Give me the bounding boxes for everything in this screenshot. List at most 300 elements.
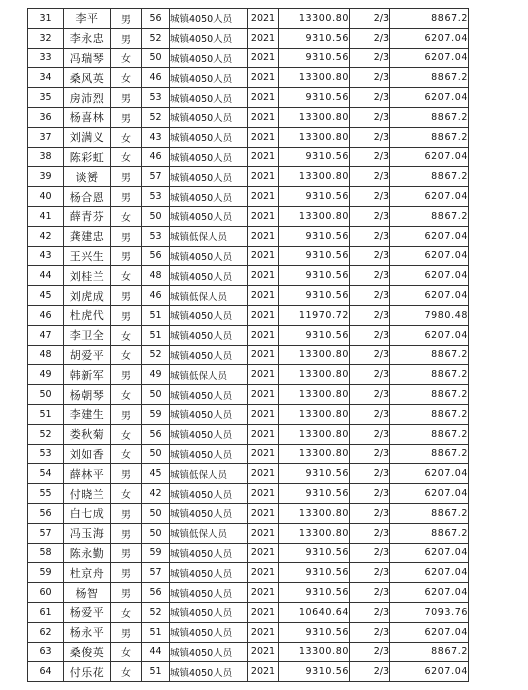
base-amount-cell: 9310.56 [279, 484, 350, 504]
base-amount-cell: 9310.56 [279, 286, 350, 306]
base-amount-cell: 9310.56 [279, 583, 350, 603]
age-cell: 57 [142, 167, 170, 187]
serial-number-cell: 39 [28, 167, 64, 187]
serial-number-cell: 51 [28, 404, 64, 424]
name-cell: 薛林平 [64, 464, 111, 484]
table-row [28, 226, 469, 246]
age-cell: 50 [142, 385, 170, 405]
base-amount-cell: 13300.80 [279, 424, 350, 444]
ratio-cell: 2/3 [350, 305, 390, 325]
gender-cell: 男 [111, 88, 142, 108]
serial-number-cell: 31 [28, 9, 64, 29]
name-cell: 刘虎成 [64, 286, 111, 306]
table-row [28, 622, 469, 642]
age-cell: 59 [142, 404, 170, 424]
base-amount-cell: 13300.80 [279, 127, 350, 147]
serial-number-cell: 61 [28, 602, 64, 622]
year-cell: 2021 [248, 385, 279, 405]
gender-cell: 男 [111, 167, 142, 187]
year-cell: 2021 [248, 167, 279, 187]
subsidy-amount-cell: 6207.04 [390, 246, 469, 266]
personnel-type-cell: 城镇4050人员 [170, 662, 248, 682]
personnel-type-cell: 城镇4050人员 [170, 48, 248, 68]
base-amount-cell: 9310.56 [279, 88, 350, 108]
serial-number-cell: 63 [28, 642, 64, 662]
gender-cell: 女 [111, 424, 142, 444]
age-cell: 42 [142, 484, 170, 504]
base-amount-cell: 9310.56 [279, 622, 350, 642]
age-cell: 51 [142, 622, 170, 642]
age-cell: 48 [142, 266, 170, 286]
gender-cell: 男 [111, 503, 142, 523]
base-amount-cell: 13300.80 [279, 365, 350, 385]
name-cell: 付晓兰 [64, 484, 111, 504]
serial-number-cell: 56 [28, 503, 64, 523]
ratio-cell: 2/3 [350, 266, 390, 286]
name-cell: 杨智 [64, 583, 111, 603]
table-row [28, 662, 469, 682]
serial-number-cell: 53 [28, 444, 64, 464]
age-cell: 52 [142, 602, 170, 622]
ratio-cell: 2/3 [350, 622, 390, 642]
gender-cell: 女 [111, 266, 142, 286]
serial-number-cell: 32 [28, 28, 64, 48]
year-cell: 2021 [248, 325, 279, 345]
year-cell: 2021 [248, 305, 279, 325]
serial-number-cell: 55 [28, 484, 64, 504]
serial-number-cell: 57 [28, 523, 64, 543]
personnel-type-cell: 城镇4050人员 [170, 642, 248, 662]
subsidy-amount-cell: 8867.2 [390, 127, 469, 147]
subsidy-amount-cell: 8867.2 [390, 167, 469, 187]
table-row [28, 464, 469, 484]
year-cell: 2021 [248, 206, 279, 226]
serial-number-cell: 49 [28, 365, 64, 385]
subsidy-amount-cell: 8867.2 [390, 503, 469, 523]
ratio-cell: 2/3 [350, 325, 390, 345]
subsidy-amount-cell: 8867.2 [390, 9, 469, 29]
ratio-cell: 2/3 [350, 503, 390, 523]
ratio-cell: 2/3 [350, 226, 390, 246]
age-cell: 46 [142, 68, 170, 88]
base-amount-cell: 9310.56 [279, 266, 350, 286]
base-amount-cell: 9310.56 [279, 187, 350, 207]
age-cell: 52 [142, 345, 170, 365]
table-row [28, 563, 469, 583]
age-cell: 52 [142, 28, 170, 48]
name-cell: 李永忠 [64, 28, 111, 48]
name-cell: 刘满义 [64, 127, 111, 147]
age-cell: 52 [142, 107, 170, 127]
year-cell: 2021 [248, 345, 279, 365]
name-cell: 王兴生 [64, 246, 111, 266]
serial-number-cell: 50 [28, 385, 64, 405]
year-cell: 2021 [248, 246, 279, 266]
ratio-cell: 2/3 [350, 68, 390, 88]
base-amount-cell: 13300.80 [279, 404, 350, 424]
serial-number-cell: 41 [28, 206, 64, 226]
base-amount-cell: 13300.80 [279, 444, 350, 464]
age-cell: 50 [142, 206, 170, 226]
subsidy-amount-cell: 6207.04 [390, 48, 469, 68]
base-amount-cell: 9310.56 [279, 325, 350, 345]
subsidy-amount-cell: 8867.2 [390, 206, 469, 226]
personnel-type-cell: 城镇4050人员 [170, 543, 248, 563]
subsidy-amount-cell: 6207.04 [390, 226, 469, 246]
ratio-cell: 2/3 [350, 167, 390, 187]
base-amount-cell: 13300.80 [279, 107, 350, 127]
personnel-type-cell: 城镇4050人员 [170, 147, 248, 167]
base-amount-cell: 13300.80 [279, 206, 350, 226]
base-amount-cell: 9310.56 [279, 48, 350, 68]
age-cell: 53 [142, 88, 170, 108]
table-row [28, 286, 469, 306]
name-cell: 杨朝琴 [64, 385, 111, 405]
name-cell: 陈永勤 [64, 543, 111, 563]
ratio-cell: 2/3 [350, 543, 390, 563]
gender-cell: 男 [111, 107, 142, 127]
name-cell: 杜虎代 [64, 305, 111, 325]
gender-cell: 女 [111, 484, 142, 504]
name-cell: 李卫全 [64, 325, 111, 345]
table-row [28, 206, 469, 226]
ratio-cell: 2/3 [350, 9, 390, 29]
year-cell: 2021 [248, 404, 279, 424]
year-cell: 2021 [248, 226, 279, 246]
gender-cell: 女 [111, 48, 142, 68]
gender-cell: 女 [111, 602, 142, 622]
personnel-type-cell: 城镇4050人员 [170, 28, 248, 48]
table-row [28, 68, 469, 88]
personnel-type-cell: 城镇4050人员 [170, 127, 248, 147]
personnel-type-cell: 城镇4050人员 [170, 167, 248, 187]
year-cell: 2021 [248, 9, 279, 29]
year-cell: 2021 [248, 107, 279, 127]
table-row [28, 246, 469, 266]
subsidy-amount-cell: 6207.04 [390, 543, 469, 563]
ratio-cell: 2/3 [350, 127, 390, 147]
table-row [28, 187, 469, 207]
serial-number-cell: 35 [28, 88, 64, 108]
table-row [28, 424, 469, 444]
name-cell: 杨永平 [64, 622, 111, 642]
gender-cell: 男 [111, 226, 142, 246]
serial-number-cell: 33 [28, 48, 64, 68]
year-cell: 2021 [248, 286, 279, 306]
ratio-cell: 2/3 [350, 48, 390, 68]
gender-cell: 男 [111, 464, 142, 484]
year-cell: 2021 [248, 602, 279, 622]
year-cell: 2021 [248, 365, 279, 385]
gender-cell: 女 [111, 206, 142, 226]
serial-number-cell: 44 [28, 266, 64, 286]
table-row [28, 325, 469, 345]
personnel-type-cell: 城镇4050人员 [170, 424, 248, 444]
ratio-cell: 2/3 [350, 523, 390, 543]
base-amount-cell: 13300.80 [279, 503, 350, 523]
serial-number-cell: 62 [28, 622, 64, 642]
gender-cell: 男 [111, 9, 142, 29]
ratio-cell: 2/3 [350, 206, 390, 226]
subsidy-amount-cell: 6207.04 [390, 286, 469, 306]
serial-number-cell: 45 [28, 286, 64, 306]
serial-number-cell: 46 [28, 305, 64, 325]
gender-cell: 男 [111, 365, 142, 385]
subsidy-amount-cell: 8867.2 [390, 68, 469, 88]
year-cell: 2021 [248, 266, 279, 286]
table-row [28, 523, 469, 543]
subsidy-amount-cell: 6207.04 [390, 88, 469, 108]
ratio-cell: 2/3 [350, 28, 390, 48]
year-cell: 2021 [248, 88, 279, 108]
gender-cell: 男 [111, 286, 142, 306]
year-cell: 2021 [248, 622, 279, 642]
table-row [28, 365, 469, 385]
ratio-cell: 2/3 [350, 345, 390, 365]
age-cell: 51 [142, 662, 170, 682]
name-cell: 娄秋菊 [64, 424, 111, 444]
ratio-cell: 2/3 [350, 642, 390, 662]
serial-number-cell: 54 [28, 464, 64, 484]
gender-cell: 女 [111, 662, 142, 682]
age-cell: 50 [142, 523, 170, 543]
personnel-type-cell: 城镇4050人员 [170, 107, 248, 127]
table-row [28, 602, 469, 622]
base-amount-cell: 13300.80 [279, 523, 350, 543]
name-cell: 陈彩虹 [64, 147, 111, 167]
ratio-cell: 2/3 [350, 484, 390, 504]
personnel-type-cell: 城镇4050人员 [170, 503, 248, 523]
subsidy-amount-cell: 8867.2 [390, 365, 469, 385]
subsidy-amount-cell: 8867.2 [390, 444, 469, 464]
age-cell: 44 [142, 642, 170, 662]
ratio-cell: 2/3 [350, 583, 390, 603]
name-cell: 薛青芬 [64, 206, 111, 226]
year-cell: 2021 [248, 642, 279, 662]
serial-number-cell: 58 [28, 543, 64, 563]
subsidy-amount-cell: 6207.04 [390, 622, 469, 642]
base-amount-cell: 9310.56 [279, 563, 350, 583]
ratio-cell: 2/3 [350, 385, 390, 405]
table-row [28, 583, 469, 603]
personnel-type-cell: 城镇低保人员 [170, 286, 248, 306]
base-amount-cell: 13300.80 [279, 385, 350, 405]
ratio-cell: 2/3 [350, 365, 390, 385]
age-cell: 49 [142, 365, 170, 385]
personnel-type-cell: 城镇低保人员 [170, 226, 248, 246]
age-cell: 51 [142, 325, 170, 345]
table-row [28, 266, 469, 286]
personnel-type-cell: 城镇4050人员 [170, 602, 248, 622]
table-row [28, 444, 469, 464]
name-cell: 龚建忠 [64, 226, 111, 246]
ratio-cell: 2/3 [350, 286, 390, 306]
personnel-type-cell: 城镇4050人员 [170, 187, 248, 207]
table-row [28, 345, 469, 365]
serial-number-cell: 40 [28, 187, 64, 207]
base-amount-cell: 11970.72 [279, 305, 350, 325]
base-amount-cell: 13300.80 [279, 345, 350, 365]
subsidy-amount-cell: 8867.2 [390, 404, 469, 424]
name-cell: 房沛烈 [64, 88, 111, 108]
table-row [28, 642, 469, 662]
subsidy-amount-cell: 6207.04 [390, 266, 469, 286]
subsidy-amount-cell: 6207.04 [390, 187, 469, 207]
year-cell: 2021 [248, 187, 279, 207]
gender-cell: 女 [111, 444, 142, 464]
ratio-cell: 2/3 [350, 602, 390, 622]
age-cell: 56 [142, 246, 170, 266]
gender-cell: 男 [111, 187, 142, 207]
table-row [28, 385, 469, 405]
base-amount-cell: 9310.56 [279, 464, 350, 484]
age-cell: 45 [142, 464, 170, 484]
age-cell: 50 [142, 503, 170, 523]
ratio-cell: 2/3 [350, 404, 390, 424]
personnel-type-cell: 城镇4050人员 [170, 345, 248, 365]
base-amount-cell: 13300.80 [279, 642, 350, 662]
name-cell: 杨合恩 [64, 187, 111, 207]
gender-cell: 男 [111, 404, 142, 424]
gender-cell: 男 [111, 305, 142, 325]
table-row [28, 107, 469, 127]
subsidy-amount-cell: 8867.2 [390, 424, 469, 444]
gender-cell: 男 [111, 543, 142, 563]
table-row [28, 167, 469, 187]
personnel-type-cell: 城镇低保人员 [170, 523, 248, 543]
gender-cell: 女 [111, 642, 142, 662]
subsidy-amount-cell: 8867.2 [390, 345, 469, 365]
year-cell: 2021 [248, 503, 279, 523]
subsidy-amount-cell: 8867.2 [390, 385, 469, 405]
age-cell: 59 [142, 543, 170, 563]
ratio-cell: 2/3 [350, 147, 390, 167]
personnel-type-cell: 城镇4050人员 [170, 444, 248, 464]
name-cell: 桑俊英 [64, 642, 111, 662]
year-cell: 2021 [248, 444, 279, 464]
subsidy-amount-cell: 8867.2 [390, 642, 469, 662]
base-amount-cell: 13300.80 [279, 9, 350, 29]
table-row [28, 147, 469, 167]
table-row [28, 9, 469, 29]
ratio-cell: 2/3 [350, 88, 390, 108]
personnel-type-cell: 城镇4050人员 [170, 206, 248, 226]
year-cell: 2021 [248, 28, 279, 48]
personnel-type-cell: 城镇4050人员 [170, 385, 248, 405]
personnel-type-cell: 城镇低保人员 [170, 365, 248, 385]
ratio-cell: 2/3 [350, 424, 390, 444]
age-cell: 56 [142, 424, 170, 444]
personnel-type-cell: 城镇4050人员 [170, 266, 248, 286]
table-body [28, 9, 469, 682]
age-cell: 50 [142, 444, 170, 464]
age-cell: 56 [142, 9, 170, 29]
table-row [28, 28, 469, 48]
ratio-cell: 2/3 [350, 464, 390, 484]
age-cell: 46 [142, 286, 170, 306]
subsidy-amount-cell: 6207.04 [390, 28, 469, 48]
age-cell: 57 [142, 563, 170, 583]
table-row [28, 543, 469, 563]
subsidy-amount-cell: 7093.76 [390, 602, 469, 622]
table-row [28, 503, 469, 523]
age-cell: 43 [142, 127, 170, 147]
year-cell: 2021 [248, 583, 279, 603]
subsidy-amount-cell: 8867.2 [390, 107, 469, 127]
serial-number-cell: 38 [28, 147, 64, 167]
subsidy-amount-cell: 7980.48 [390, 305, 469, 325]
serial-number-cell: 36 [28, 107, 64, 127]
ratio-cell: 2/3 [350, 246, 390, 266]
subsidy-amount-cell: 8867.2 [390, 523, 469, 543]
year-cell: 2021 [248, 424, 279, 444]
serial-number-cell: 59 [28, 563, 64, 583]
year-cell: 2021 [248, 48, 279, 68]
gender-cell: 女 [111, 345, 142, 365]
base-amount-cell: 9310.56 [279, 543, 350, 563]
gender-cell: 女 [111, 325, 142, 345]
subsidy-amount-cell: 6207.04 [390, 583, 469, 603]
name-cell: 付乐花 [64, 662, 111, 682]
name-cell: 刘如香 [64, 444, 111, 464]
serial-number-cell: 48 [28, 345, 64, 365]
name-cell: 李平 [64, 9, 111, 29]
name-cell: 桑风英 [64, 68, 111, 88]
base-amount-cell: 10640.64 [279, 602, 350, 622]
name-cell: 谈赟 [64, 167, 111, 187]
gender-cell: 女 [111, 68, 142, 88]
serial-number-cell: 52 [28, 424, 64, 444]
gender-cell: 男 [111, 246, 142, 266]
year-cell: 2021 [248, 543, 279, 563]
serial-number-cell: 64 [28, 662, 64, 682]
personnel-type-cell: 城镇4050人员 [170, 404, 248, 424]
year-cell: 2021 [248, 484, 279, 504]
name-cell: 李建生 [64, 404, 111, 424]
base-amount-cell: 13300.80 [279, 68, 350, 88]
ratio-cell: 2/3 [350, 662, 390, 682]
gender-cell: 男 [111, 523, 142, 543]
name-cell: 胡爱平 [64, 345, 111, 365]
base-amount-cell: 9310.56 [279, 662, 350, 682]
name-cell: 杨喜林 [64, 107, 111, 127]
subsidy-amount-cell: 6207.04 [390, 325, 469, 345]
year-cell: 2021 [248, 68, 279, 88]
gender-cell: 男 [111, 583, 142, 603]
serial-number-cell: 37 [28, 127, 64, 147]
name-cell: 冯瑞琴 [64, 48, 111, 68]
personnel-type-cell: 城镇低保人员 [170, 464, 248, 484]
personnel-type-cell: 城镇4050人员 [170, 88, 248, 108]
personnel-type-cell: 城镇4050人员 [170, 325, 248, 345]
subsidy-roster-table [27, 8, 469, 682]
roster-sheet [27, 8, 469, 682]
serial-number-cell: 47 [28, 325, 64, 345]
gender-cell: 男 [111, 563, 142, 583]
personnel-type-cell: 城镇4050人员 [170, 563, 248, 583]
name-cell: 刘桂兰 [64, 266, 111, 286]
gender-cell: 男 [111, 622, 142, 642]
ratio-cell: 2/3 [350, 444, 390, 464]
personnel-type-cell: 城镇4050人员 [170, 9, 248, 29]
age-cell: 53 [142, 187, 170, 207]
subsidy-amount-cell: 6207.04 [390, 484, 469, 504]
year-cell: 2021 [248, 147, 279, 167]
year-cell: 2021 [248, 127, 279, 147]
age-cell: 46 [142, 147, 170, 167]
base-amount-cell: 9310.56 [279, 246, 350, 266]
ratio-cell: 2/3 [350, 107, 390, 127]
